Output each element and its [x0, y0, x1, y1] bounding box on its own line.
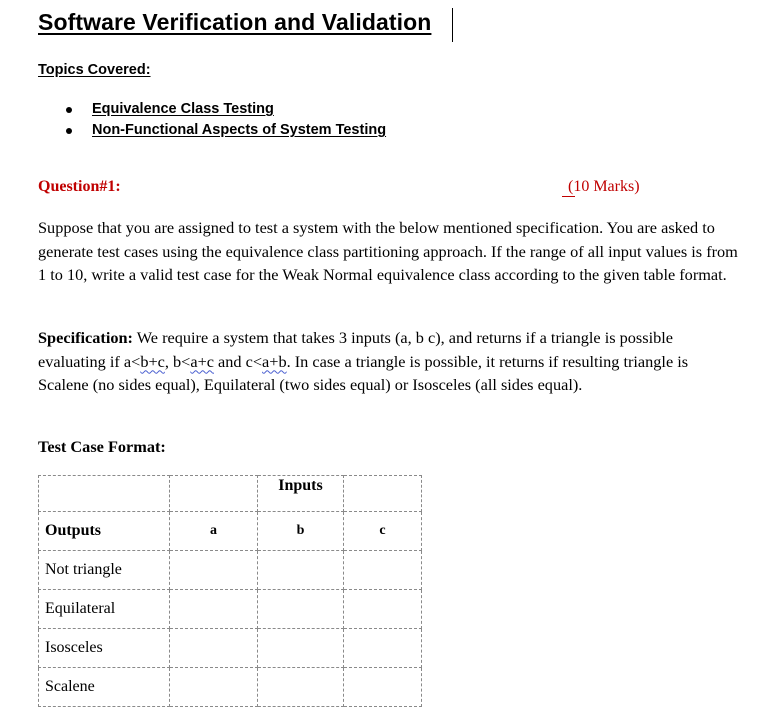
- table-cell[interactable]: [170, 668, 258, 707]
- condition-1: b+c: [140, 351, 165, 371]
- bullet-icon: [66, 128, 72, 134]
- table-row: [39, 629, 422, 668]
- table-cell[interactable]: [344, 551, 422, 590]
- inputs-header: Inputs: [258, 476, 344, 512]
- table-cell[interactable]: [344, 668, 422, 707]
- condition-3: a+b: [262, 351, 287, 371]
- test-case-format-heading: Test Case Format:: [38, 437, 166, 456]
- topic-item: Non-Functional Aspects of System Testing: [92, 122, 387, 138]
- input-column-b: b: [258, 512, 344, 551]
- output-label: Equilateral: [39, 590, 170, 629]
- table-cell[interactable]: [344, 590, 422, 629]
- topics-heading: Topics Covered:: [38, 62, 151, 78]
- table-cell[interactable]: [170, 590, 258, 629]
- table-cell[interactable]: [258, 668, 344, 707]
- specification-paragraph: [38, 326, 738, 397]
- marks-underline: [562, 196, 575, 197]
- bullet-icon: [66, 107, 72, 113]
- table-cell[interactable]: [170, 476, 258, 512]
- table-cell[interactable]: [258, 629, 344, 668]
- topic-item: Equivalence Class Testing: [92, 101, 274, 117]
- question-paragraph: Suppose that you are assigned to test a system with the below mentioned specification. You are asked to generate test cases using the equivalence class partitioning approach. If the range of all input values is from 1 to 10, write a valid test case for the Weak Normal equivalence class according to the given table format.: [38, 218, 738, 284]
- text-cursor: [452, 8, 453, 42]
- spec-text: . In case a triangle is possible, it returns if resulting triangle is Scalene (no sides equal), Equilateral (two sides equal) or Isosceles (all sides equal).: [38, 351, 689, 394]
- specification-label: Specification:: [38, 328, 133, 347]
- output-label: Not triangle: [39, 551, 170, 590]
- output-label: Isosceles: [39, 629, 170, 668]
- table-cell[interactable]: [344, 476, 422, 512]
- table-cell[interactable]: [258, 590, 344, 629]
- test-case-table: [38, 475, 422, 707]
- question-label: Question#1:: [38, 178, 121, 195]
- input-column-a: a: [170, 512, 258, 551]
- condition-2: a+c: [190, 351, 214, 371]
- table-row: [39, 590, 422, 629]
- marks-label: (10 Marks): [568, 178, 640, 195]
- table-cell[interactable]: [170, 551, 258, 590]
- spec-text: and c<: [213, 351, 263, 371]
- document-title: Software Verification and Validation: [38, 9, 432, 35]
- table-cell[interactable]: [170, 629, 258, 668]
- spec-text: , b<: [164, 351, 191, 371]
- spec-text: We require a system that takes 3 inputs (a, b c), and returns if a triangle is possible evaluating if a<: [38, 328, 674, 371]
- input-column-c: c: [344, 512, 422, 551]
- output-label: Scalene: [39, 668, 170, 707]
- table-header-row: [39, 476, 422, 512]
- outputs-header: Outputs: [39, 512, 170, 551]
- table-subheader-row: [39, 512, 422, 551]
- table-row: [39, 551, 422, 590]
- table-cell[interactable]: [39, 476, 170, 512]
- table-row: [39, 668, 422, 707]
- table-cell[interactable]: [258, 551, 344, 590]
- table-cell[interactable]: [344, 629, 422, 668]
